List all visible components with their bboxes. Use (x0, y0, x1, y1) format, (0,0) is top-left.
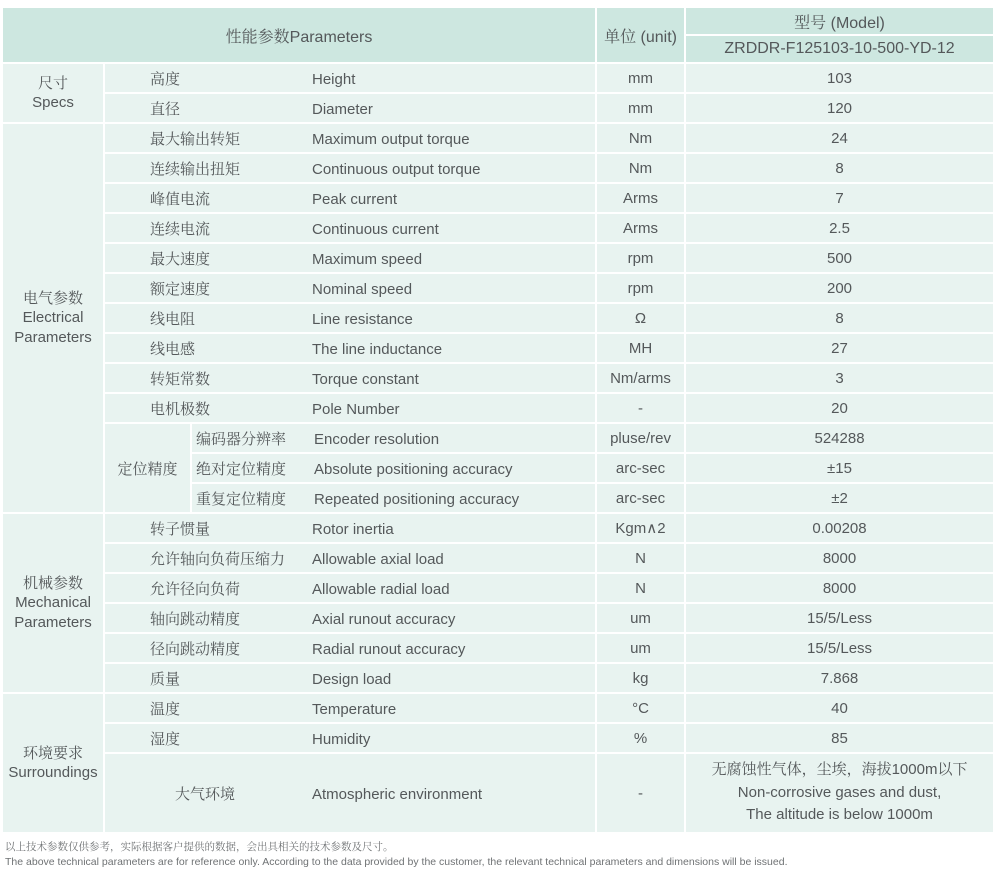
param-name-en: The line inductance (312, 340, 443, 358)
row-line-inductance (3, 334, 993, 362)
param-name-en: Absolute positioning accuracy (314, 460, 513, 478)
unit-cell: N (597, 574, 684, 602)
row-max-output-torque (3, 124, 993, 152)
param-name-cell (105, 394, 595, 422)
param-name-en: Design load (312, 670, 392, 688)
param-name-en: Maximum speed (312, 250, 423, 268)
param-name-cell (105, 184, 595, 212)
param-name-cell (105, 754, 595, 832)
group-en: Specs (32, 94, 74, 111)
param-name-en: Nominal speed (312, 280, 413, 298)
param-name-cell (105, 364, 595, 392)
value-cell: 500 (686, 244, 993, 272)
param-name-en: Pole Number (312, 400, 400, 418)
param-name-cell (105, 64, 595, 92)
param-name-cn: 径向跳动精度 (150, 640, 241, 658)
row-peak-current (3, 184, 993, 212)
param-name-cell (192, 454, 595, 482)
unit-cell: Arms (597, 184, 684, 212)
disclaimer-en: The above technical parameters are for reference only. According to the data provided by the customer, the relevant technical parameters and dimensions will be issued. (5, 855, 788, 868)
unit-header: 单位 (unit) (597, 8, 684, 62)
value-cell: ±15 (686, 454, 993, 482)
unit-cell: rpm (597, 274, 684, 302)
header-row-1 (3, 8, 993, 34)
model-header: 型号 (Model) (686, 8, 993, 34)
value-cell (686, 754, 993, 832)
value-cell: 8000 (686, 544, 993, 572)
group-en: Electrical Parameters (14, 309, 92, 346)
param-name-en: Allowable axial load (312, 550, 444, 568)
unit-cell: N (597, 544, 684, 572)
value-cell: 7.868 (686, 664, 993, 692)
unit-cell: Kgm∧2 (597, 514, 684, 542)
param-name-en: Humidity (312, 730, 371, 748)
param-name-cn: 额定速度 (150, 280, 211, 298)
param-name-cn: 重复定位精度 (196, 490, 287, 508)
disclaimer (1, 834, 998, 869)
group-cn: 电气参数 (22, 289, 83, 307)
param-name-cn: 绝对定位精度 (196, 460, 287, 478)
value-cell: 7 (686, 184, 993, 212)
param-name-cell (105, 634, 595, 662)
row-torque-constant (3, 364, 993, 392)
value-cell: 2.5 (686, 214, 993, 242)
unit-cell: mm (597, 64, 684, 92)
unit-cell: arc-sec (597, 484, 684, 512)
param-name-cn: 峰值电流 (150, 190, 211, 208)
param-name-cn: 线电感 (150, 340, 196, 358)
subgroup-positioning-accuracy: 定位精度 (105, 424, 190, 512)
unit-cell: Nm (597, 124, 684, 152)
parameters-header: 性能参数Parameters (3, 8, 595, 62)
param-name-cn: 电机极数 (150, 400, 211, 418)
param-name-cell (192, 424, 595, 452)
value-line-en-2: The altitude is below 1000m (746, 806, 933, 824)
param-name-en: Diameter (312, 100, 373, 118)
param-name-en: Repeated positioning accuracy (314, 490, 520, 508)
param-name-en: Continuous output torque (312, 160, 481, 178)
param-name-en: Maximum output torque (312, 130, 470, 148)
group-mechanical (3, 514, 103, 692)
param-name-en: Rotor inertia (312, 520, 394, 538)
param-name-cn: 允许径向负荷 (150, 580, 241, 598)
unit-cell: % (597, 724, 684, 752)
param-name-cn: 线电阻 (150, 310, 196, 328)
param-name-cn: 允许轴向负荷压缩力 (150, 550, 286, 568)
value-cell: 524288 (686, 424, 993, 452)
row-radial-runout-accuracy (3, 634, 993, 662)
param-name-cn: 质量 (150, 670, 181, 688)
param-name-cn: 直径 (150, 100, 181, 118)
model-value: ZRDDR-F125103-10-500-YD-12 (686, 36, 993, 62)
param-name-en: Allowable radial load (312, 580, 450, 598)
row-allowable-axial-load (3, 544, 993, 572)
param-name-cell (105, 304, 595, 332)
param-name-cn: 高度 (150, 70, 181, 88)
group-cn: 尺寸 (37, 74, 68, 92)
value-cell: 15/5/Less (686, 634, 993, 662)
row-axial-runout-accuracy (3, 604, 993, 632)
value-cell: 15/5/Less (686, 604, 993, 632)
param-name-cn: 转矩常数 (150, 370, 211, 388)
param-name-en: Torque constant (312, 370, 419, 388)
value-cell: 103 (686, 64, 993, 92)
unit-cell: um (597, 634, 684, 662)
value-cell: 0.00208 (686, 514, 993, 542)
group-en: Mechanical Parameters (14, 594, 92, 631)
param-name-cell (192, 484, 595, 512)
row-encoder-resolution (3, 424, 993, 452)
value-cell: 40 (686, 694, 993, 722)
param-name-cell (105, 694, 595, 722)
value-line-en-1: Non-corrosive gases and dust, (737, 783, 942, 801)
group-surroundings (3, 694, 103, 832)
param-name-cell (105, 604, 595, 632)
unit-cell: Nm/arms (597, 364, 684, 392)
param-name-en: Height (312, 70, 356, 88)
unit-cell: MH (597, 334, 684, 362)
group-en: Surroundings (8, 764, 98, 781)
param-name-cell (105, 274, 595, 302)
unit-cell: Arms (597, 214, 684, 242)
param-name-cell (105, 124, 595, 152)
group-specs (3, 64, 103, 122)
param-name-en: Peak current (312, 190, 398, 208)
param-name-cell (105, 544, 595, 572)
value-cell: 20 (686, 394, 993, 422)
value-cell: 120 (686, 94, 993, 122)
value-cell: 8 (686, 154, 993, 182)
param-name-en: Continuous current (312, 220, 439, 238)
value-cell: ±2 (686, 484, 993, 512)
value-cell: 8000 (686, 574, 993, 602)
row-continuous-output-torque (3, 154, 993, 182)
param-name-cn: 湿度 (150, 730, 181, 748)
param-name-en: Line resistance (312, 310, 413, 328)
unit-cell: kg (597, 664, 684, 692)
param-name-cell (105, 94, 595, 122)
spec-table (1, 6, 995, 834)
value-cell: 27 (686, 334, 993, 362)
row-line-resistance (3, 304, 993, 332)
unit-cell: um (597, 604, 684, 632)
value-cell: 24 (686, 124, 993, 152)
unit-cell: °C (597, 694, 684, 722)
group-electrical (3, 124, 103, 512)
param-name-cn: 大气环境 (175, 785, 236, 803)
value-cell: 8 (686, 304, 993, 332)
row-maximum-speed (3, 244, 993, 272)
param-name-cn: 最大输出转矩 (150, 130, 241, 148)
param-name-cell (105, 214, 595, 242)
unit-cell: - (597, 394, 684, 422)
row-temperature (3, 694, 993, 722)
value-line-cn: 无腐蚀性气体，尘埃，海拔1000m以下 (711, 761, 968, 779)
param-name-en: Temperature (312, 700, 397, 718)
disclaimer-cn: 以上技术参数仅供参考，实际根据客户提供的数据，会出具相关的技术参数及尺寸。 (5, 841, 394, 853)
value-cell: 85 (686, 724, 993, 752)
unit-cell: Ω (597, 304, 684, 332)
param-name-en: Radial runout accuracy (312, 640, 466, 658)
row-pole-number (3, 394, 993, 422)
param-name-en: Encoder resolution (314, 430, 440, 448)
unit-cell: - (597, 754, 684, 832)
unit-cell: pluse/rev (597, 424, 684, 452)
param-name-cn: 编码器分辨率 (196, 430, 287, 448)
row-nominal-speed (3, 274, 993, 302)
param-name-cell (105, 334, 595, 362)
unit-cell: arc-sec (597, 454, 684, 482)
unit-cell: mm (597, 94, 684, 122)
param-name-en: Atmospheric environment (312, 785, 483, 803)
param-name-cell (105, 244, 595, 272)
row-continuous-current (3, 214, 993, 242)
unit-cell: Nm (597, 154, 684, 182)
row-design-load (3, 664, 993, 692)
param-name-cn: 转子惯量 (150, 520, 211, 538)
param-name-cn: 连续输出扭矩 (150, 160, 241, 178)
row-diameter (3, 94, 993, 122)
row-humidity (3, 724, 993, 752)
row-rotor-inertia (3, 514, 993, 542)
param-name-cn: 最大速度 (150, 250, 211, 268)
group-cn: 机械参数 (22, 574, 83, 592)
param-name-cell (105, 664, 595, 692)
value-cell: 3 (686, 364, 993, 392)
group-cn: 环境要求 (22, 744, 83, 762)
row-height (3, 64, 993, 92)
param-name-cell (105, 724, 595, 752)
param-name-en: Axial runout accuracy (312, 610, 456, 628)
param-name-cell (105, 514, 595, 542)
param-name-cn: 连续电流 (150, 220, 211, 238)
value-cell: 200 (686, 274, 993, 302)
row-atmospheric-environment (3, 754, 993, 832)
param-name-cell (105, 574, 595, 602)
param-name-cn: 温度 (150, 700, 181, 718)
row-allowable-radial-load (3, 574, 993, 602)
unit-cell: rpm (597, 244, 684, 272)
param-name-cell (105, 154, 595, 182)
param-name-cn: 轴向跳动精度 (150, 610, 241, 628)
